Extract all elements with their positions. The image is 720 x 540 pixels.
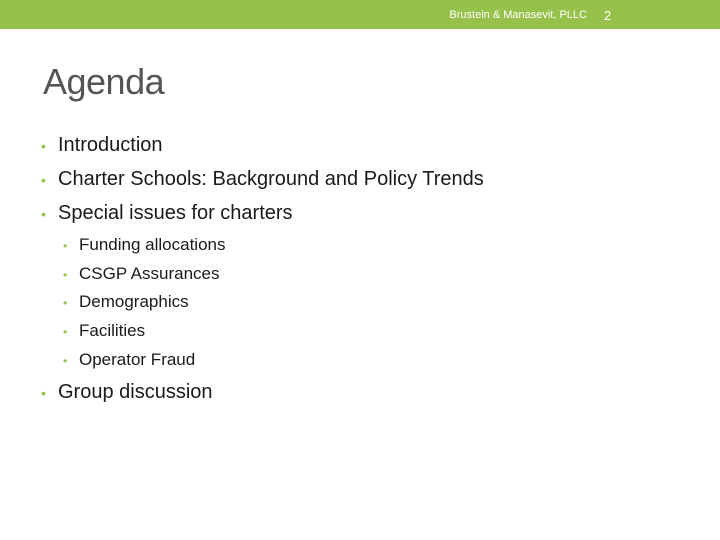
firm-name: Brustein & Manasevit, PLLC [449,9,587,21]
agenda-subitem-label: Facilities [79,321,146,340]
bullet-icon: • [41,172,46,188]
agenda-item [41,168,484,191]
bullet-icon: • [41,138,46,154]
agenda-subitem-label: CSGP Assurances [79,264,220,283]
page-number: 2 [604,8,612,23]
agenda-subitem-label: Demographics [79,292,189,311]
bullet-icon: • [41,385,46,401]
agenda-item [41,134,163,157]
slide-title: Agenda [43,61,165,102]
bullet-icon: • [63,296,68,310]
agenda-subitem [63,321,145,341]
agenda-item-label: Charter Schools: Background and Policy Trends [58,168,484,190]
agenda-item-label: Introduction [58,134,163,156]
header-bar [0,0,720,29]
bullet-icon: • [41,206,46,222]
agenda-subitem-label: Funding allocations [79,235,226,254]
agenda-subitem [63,264,219,284]
agenda-item-label: Group discussion [58,381,213,403]
agenda-subitem [63,350,195,370]
agenda-item-label: Special issues for charters [58,202,293,224]
bullet-icon: • [63,354,68,368]
agenda-subitem [63,292,189,312]
agenda-subitem-label: Operator Fraud [79,350,196,369]
bullet-icon: • [63,268,68,282]
agenda-item [41,202,293,225]
agenda-item [41,381,213,404]
bullet-icon: • [63,239,68,253]
bullet-icon: • [63,325,68,339]
agenda-subitem [63,235,225,255]
